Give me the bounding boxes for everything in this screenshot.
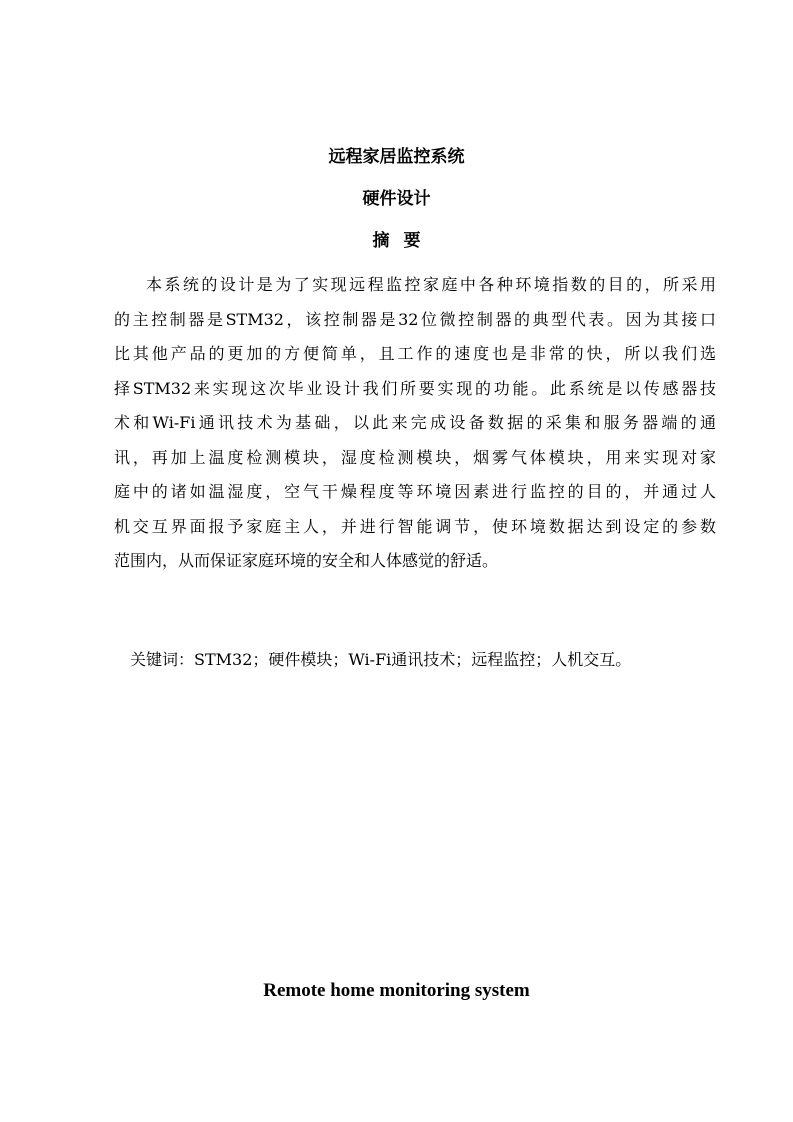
abstract-heading: 摘要 [372,231,435,251]
abstract-line: 比其他产品的更加的方便简单，且工作的速度也是非常的快，所以我们选 [114,344,716,363]
abstract-line: 择STM32来实现这次毕业设计我们所要实现的功能。此系统是以传感器技 [114,378,716,398]
keywords-line: 关键词：STM32；硬件模块；Wi-Fi通讯技术；远程监控；人机交互。 [130,650,632,669]
chinese-title: 远程家居监控系统 [328,147,465,167]
abstract-line: 本系统的设计是为了实现远程监控家庭中各种环境指数的目的，所采用 [146,275,716,294]
abstract-line: 范围内，从而保证家庭环境的安全和人体感觉的舒适。 [114,551,499,570]
english-title: Remote home monitoring system [263,980,530,1001]
chinese-subtitle: 硬件设计 [362,189,431,209]
abstract-line: 机交互界面报予家庭主人，并进行智能调节，使环境数据达到设定的参数 [114,516,716,536]
abstract-line: 术和Wi-Fi通讯技术为基础，以此来完成设备数据的采集和服务器端的通 [114,413,716,432]
abstract-line: 讯，再加上温度检测模块，湿度检测模块，烟雾气体模块，用来实现对家 [114,447,716,467]
abstract-line: 庭中的诸如温湿度，空气干燥程度等环境因素进行监控的目的，并通过人 [114,482,716,501]
abstract-body [114,268,716,579]
abstract-line: 的主控制器是STM32，该控制器是32位微控制器的典型代表。因为其接口 [114,309,716,329]
